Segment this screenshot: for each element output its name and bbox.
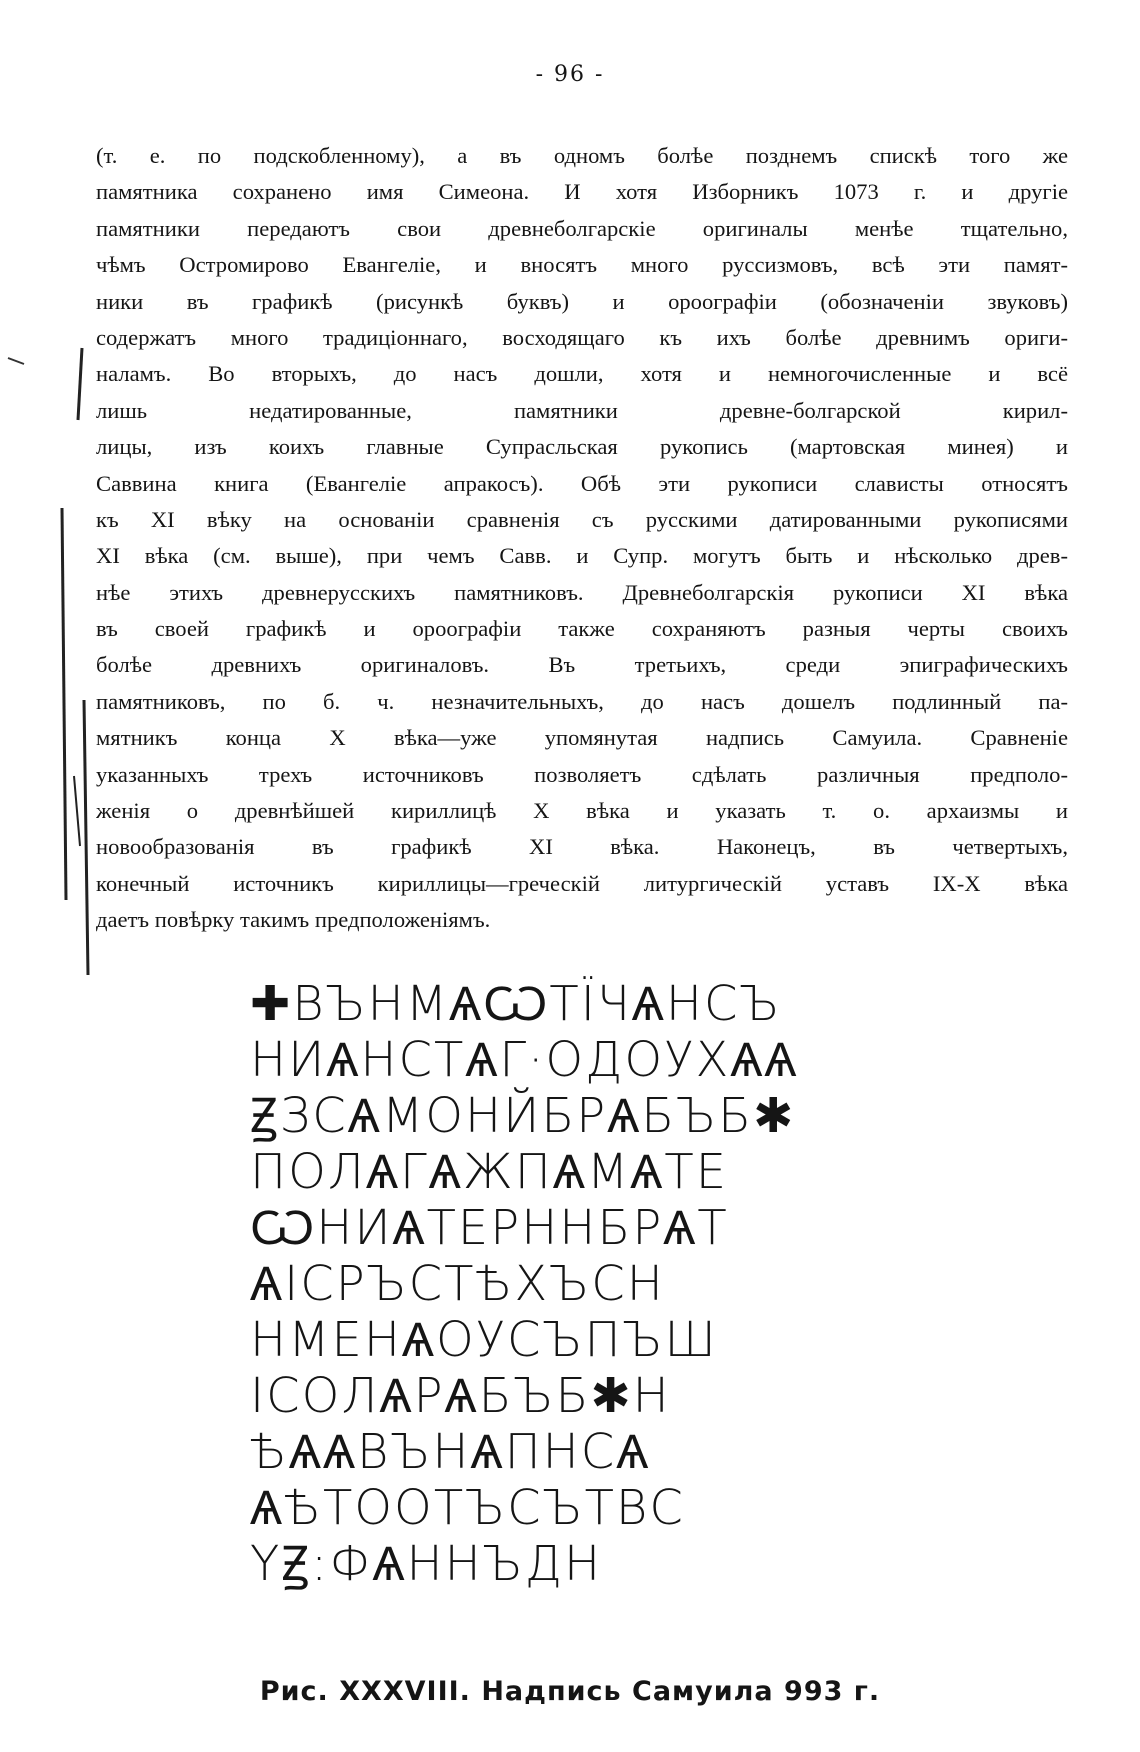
text-line: ники въ графикѣ (рисункѣ буквъ) и ороографіи (обозначеніи звуковъ) [96, 288, 1068, 314]
inscription-line: НИѦНСТѦГ·ОДОУХѦѦ [250, 1032, 799, 1088]
text-line: въ своей графикѣ и ороографіи также сохраняютъ разныя черты своихъ [96, 616, 1068, 642]
text-line: памятниковъ, по б. ч. незначительныхъ, до насъ дошелъ подлинный па- [96, 688, 1068, 714]
text-line: Саввина книга (Евангеліе апракосъ). Обѣ эти рукописи слависты относятъ [96, 470, 1068, 496]
inscription-line: ѦѢТООТЪСЪТВС [250, 1480, 685, 1536]
inscription-line: ѦІСРЪСТѢХЪСН [250, 1256, 665, 1312]
margin-tick-mark [8, 358, 24, 364]
text-line: болѣе древнихъ оригиналовъ. Въ третьихъ, среди эпиграфическихъ [96, 652, 1068, 678]
text-line: наламъ. Во вторыхъ, до насъ дошли, хотя и немногочисленные и всё [96, 361, 1068, 387]
text-line-last: даетъ повѣрку такимъ предположеніямъ. [96, 907, 491, 933]
text-line: конечный источникъ кириллицы—греческій литургическій уставъ IX-X вѣка [96, 870, 1068, 896]
inscription-line: НМЕНѦОУСЪПЪШ [250, 1312, 718, 1368]
inscription-line: ѢѦѦВЪНѦПНСѦ [250, 1424, 651, 1480]
page-number: - 96 - [535, 62, 605, 87]
samuel-inscription [250, 976, 910, 1592]
text-line: мятникъ конца X вѣка—уже упомянутая надпись Самуила. Сравненіе [96, 725, 1068, 751]
text-line: XI вѣка (см. выше), при чемъ Савв. и Супр. могутъ быть и нѣсколько древ- [96, 543, 1068, 569]
inscription-line: ѠНИѦТЕРННБРѦТ [250, 1200, 729, 1256]
text-line: содержатъ много традиціоннаго, восходящаго къ ихъ болѣе древнимъ ориги- [96, 324, 1068, 350]
margin-stroke-mark [62, 508, 66, 900]
body-text [96, 138, 1068, 939]
text-line: нѣе этихъ древнерусскихъ памятниковъ. Древнеболгарскія рукописи XI вѣка [96, 579, 1068, 605]
text-line: лишь недатированные, памятники древне-болгарской кирил- [96, 397, 1068, 423]
text-line: женія о древнѣйшей кириллицѣ X вѣка и указать т. о. архаизмы и [96, 798, 1068, 824]
margin-stroke-mark [84, 700, 88, 975]
text-line: указанныхъ трехъ источниковъ позволяетъ сдѣлать различныя предполо- [96, 761, 1068, 787]
text-line: лицы, изъ коихъ главные Супрасльская рукопись (мартовская минея) и [96, 434, 1068, 460]
inscription-line: ✚ВЪНМѦѠТЇЧѦНСЪ [250, 976, 782, 1032]
inscription-line: ПОЛѦГѦЖПѦМѦТЕ [250, 1144, 729, 1200]
text-line: памятника сохранено имя Симеона. И хотя Изборникъ 1073 г. и другіе [96, 179, 1068, 205]
figure-caption: Рис. XXXVIII. Надпись Самуила 993 г. [259, 1676, 881, 1707]
margin-tick-mark [74, 776, 80, 846]
text-line: къ XI вѣку на основаніи сравненія съ русскими датированными рукописями [96, 506, 1068, 532]
text-line: новообразованія въ графикѣ XI вѣка. Наконецъ, въ четвертыхъ, [96, 834, 1068, 860]
text-line: памятники передаютъ свои древнеболгарскіе оригиналы менѣе тщательно, [96, 215, 1068, 241]
text-line: чѣмъ Остромирово Евангеліе, и вносятъ много руссизмовъ, всѣ эти памят- [96, 252, 1068, 278]
margin-bracket-mark [78, 348, 82, 420]
inscription-line: ꙂЗСѦМОНЙБРѦБЪБ✱ [250, 1088, 796, 1144]
inscription-line: ІСОЛѦРѦБЪБ✱Н [250, 1368, 671, 1424]
text-line: (т. е. по подскобленному), а въ одномъ болѣе позднемъ спискѣ того же [96, 143, 1068, 168]
inscription-line: ΥꙂ:ФѦННЪДН [250, 1536, 603, 1592]
